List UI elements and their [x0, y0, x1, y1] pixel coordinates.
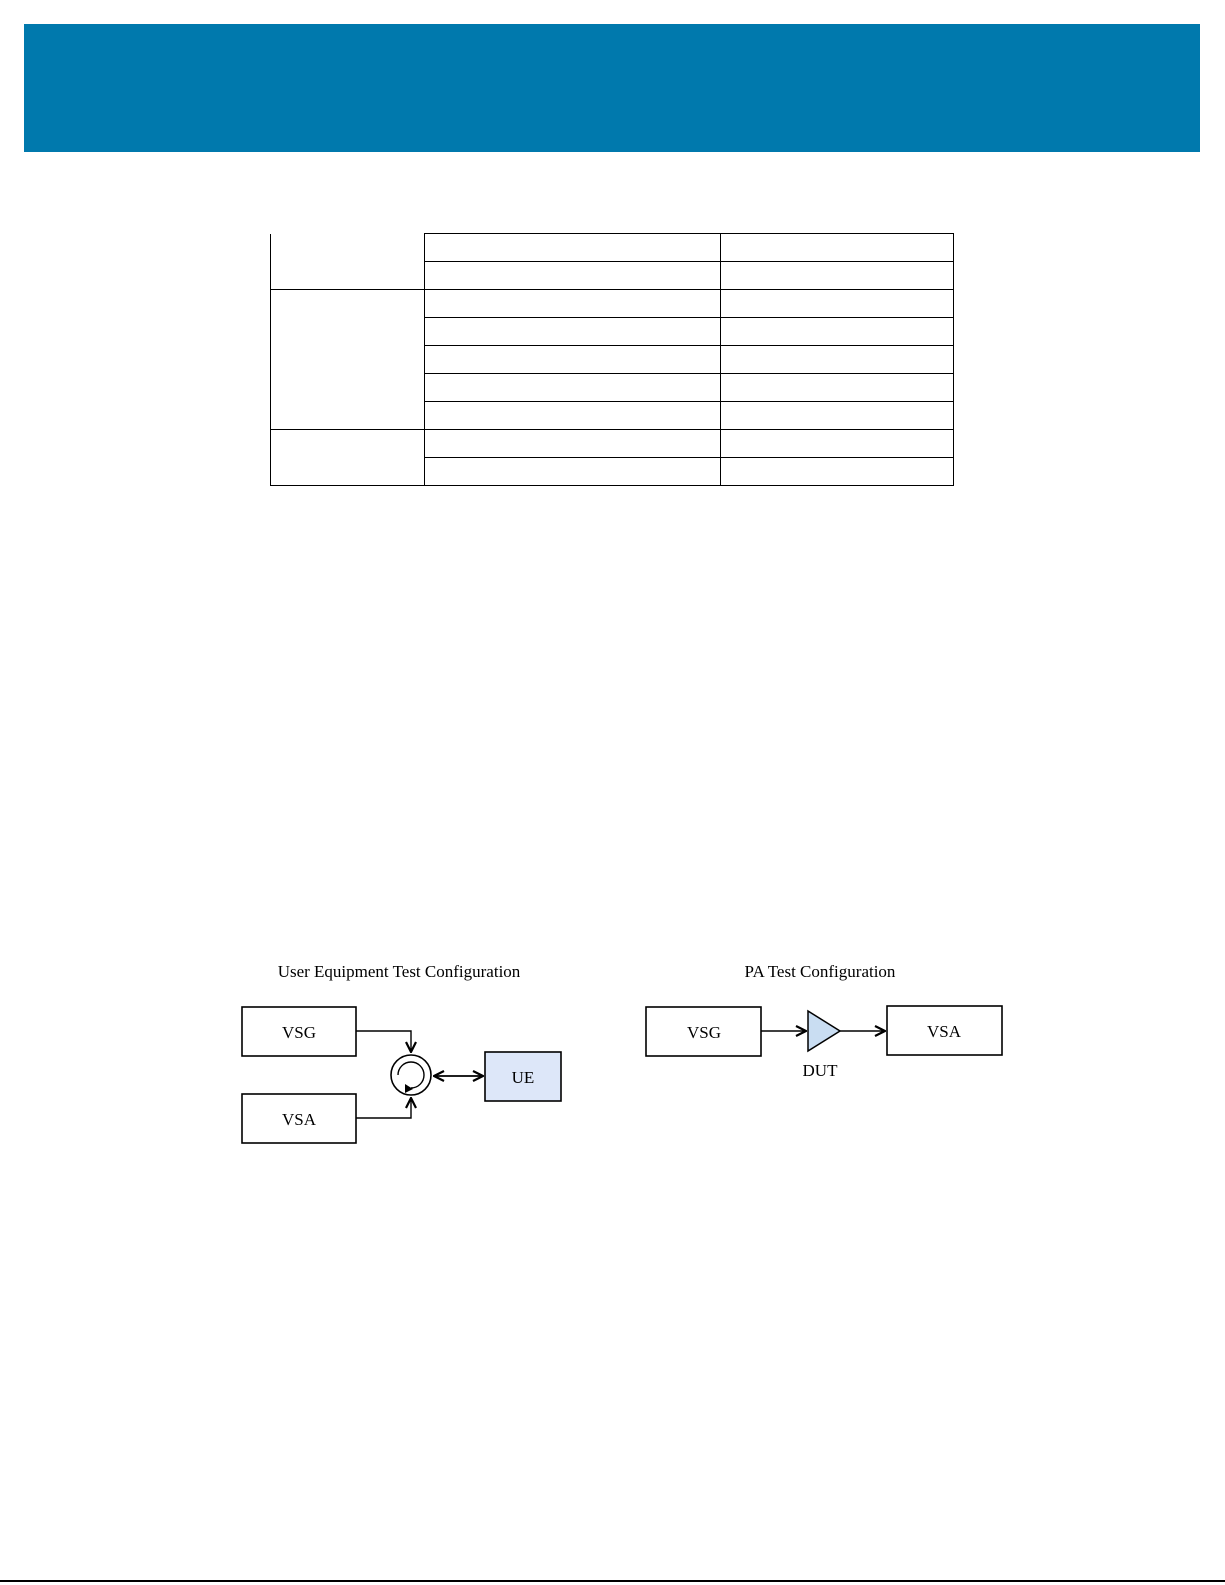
table-cell — [721, 318, 954, 346]
pa-test-configuration — [646, 962, 1002, 1080]
pa-vsa-box — [887, 1006, 1002, 1055]
vsg-to-circulator-line — [356, 1031, 411, 1052]
table-group-cell — [271, 290, 425, 430]
table-cell — [721, 458, 954, 486]
ue-vsa-label: VSA — [281, 1110, 317, 1129]
circulator-icon — [391, 1055, 431, 1095]
ue-vsa-box — [242, 1094, 356, 1143]
table-group-cell — [271, 430, 425, 486]
spec-table — [270, 233, 954, 486]
pa-vsg-label: VSG — [686, 1023, 722, 1042]
pa-vsg-box — [646, 1007, 761, 1056]
ue-config-title: User Equipment Test Configuration — [277, 962, 521, 981]
table-cell — [721, 346, 954, 374]
table-row — [271, 234, 954, 262]
ue-box — [485, 1052, 561, 1101]
dut-label: DUT — [802, 1061, 838, 1080]
table-cell — [721, 430, 954, 458]
table-cell — [721, 290, 954, 318]
table-cell — [425, 458, 721, 486]
table-cell — [425, 262, 721, 290]
table-cell — [721, 262, 954, 290]
table-row — [271, 290, 954, 318]
table-cell — [425, 234, 721, 262]
table-cell — [425, 290, 721, 318]
table-cell — [721, 234, 954, 262]
table-cell — [425, 374, 721, 402]
table-row — [271, 430, 954, 458]
table-cell — [425, 346, 721, 374]
table-cell — [721, 402, 954, 430]
footer-rule — [0, 1580, 1225, 1582]
header-bar — [24, 24, 1200, 152]
table-cell — [721, 374, 954, 402]
table-cell — [425, 318, 721, 346]
pa-vsa-label: VSA — [926, 1022, 962, 1041]
dut-amplifier-icon — [808, 1011, 840, 1051]
vsa-to-circulator-line — [356, 1098, 411, 1118]
ue-vsg-label: VSG — [281, 1023, 317, 1042]
ue-test-configuration — [242, 962, 561, 1143]
table-cell — [425, 430, 721, 458]
table-group-cell — [271, 234, 425, 290]
test-configuration-diagram — [0, 950, 1225, 1160]
ue-vsg-box — [242, 1007, 356, 1056]
pa-config-title: PA Test Configuration — [744, 962, 896, 981]
table-cell — [425, 402, 721, 430]
ue-label: UE — [511, 1068, 535, 1087]
